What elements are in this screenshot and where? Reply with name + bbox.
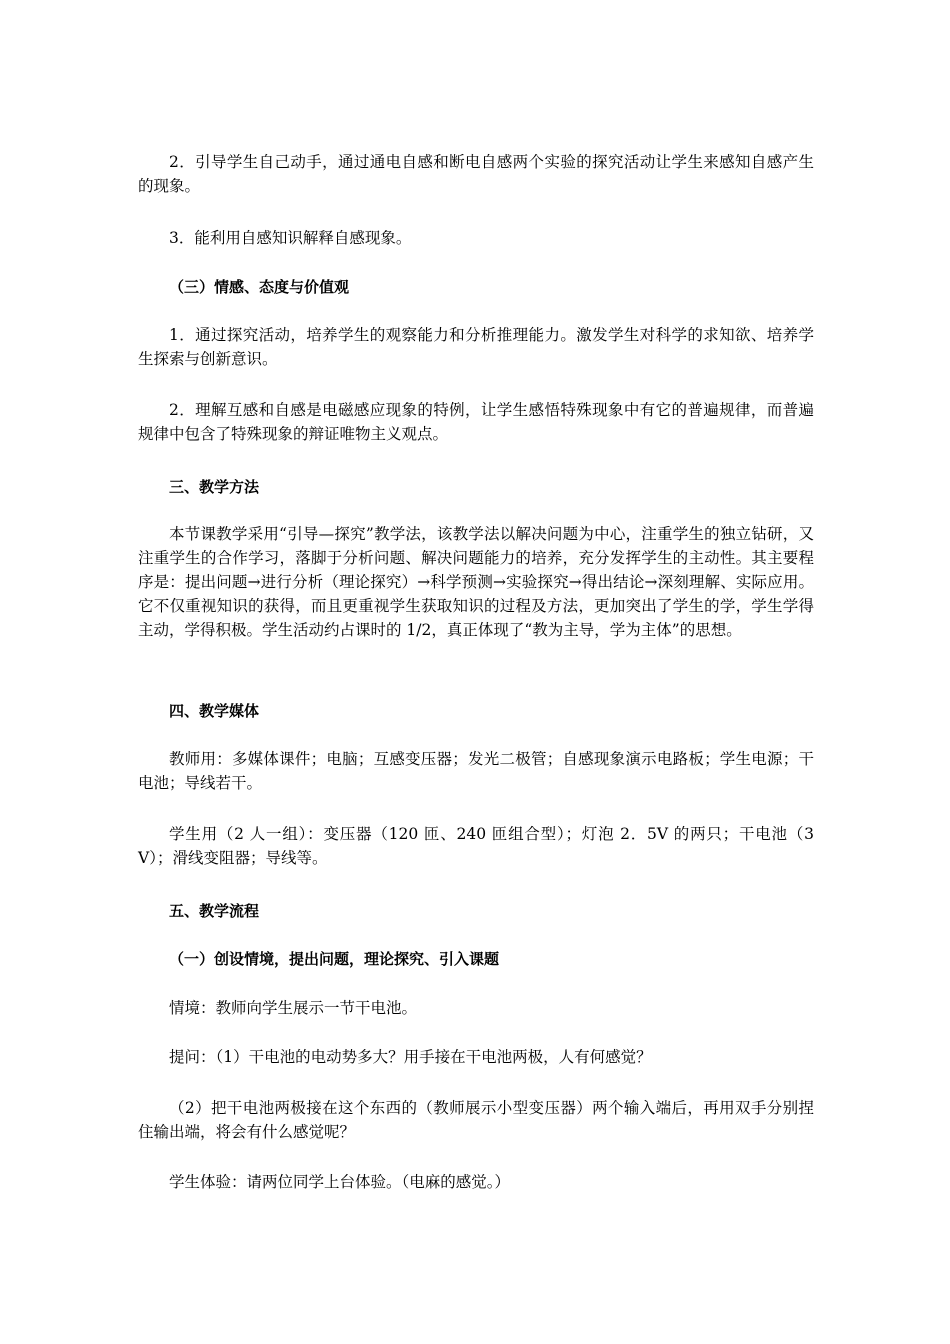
values-2-paragraph: 2．理解互感和自感是电磁感应现象的特例，让学生感悟特殊现象中有它的普遍规律，而普遍规律中包含了特殊现象的辩证唯物主义观点。 [138,401,814,443]
section-heading-teaching-method: 三、教学方法 [169,478,260,496]
section-heading-teaching-media: 四、教学媒体 [169,702,260,720]
student-media-paragraph: 学生用（2 人一组）：变压器（120 匝、240 匝组合型）；灯泡 2．5V 的两只；干电池（3V）；滑线变阻器；导线等。 [138,825,814,867]
values-1-paragraph: 1．通过探究活动，培养学生的观察能力和分析推理能力。激发学生对科学的求知欲、培养学生探索与创新意识。 [138,326,814,368]
student-experience-paragraph: 学生体验：请两位同学上台体验。（电麻的感觉。） [169,1173,511,1191]
objective-2-paragraph: 2．引导学生自己动手，通过通电自感和断电自感两个实验的探究活动让学生来感知自感产生的现象。 [138,153,814,195]
teaching-method-paragraph: 本节课教学采用“引导—探究”教学法，该教学法以解决问题为中心，注重学生的独立钻研，又注重学生的合作学习，落脚于分析问题、解决问题能力的培养，充分发挥学生的主动性。其主要程序是：提出问题→进行分析（理论探究）→科学预测→实验探究→得出结论→深刻理解、实际应用。它不仅重视知识的获得，而且更重视学生获取知识的过程及方法，更加突出了学生的学，学生学得主动，学得积极。学生活动约占课时的 1/2，真正体现了“教为主导，学为主体”的思想。 [138,525,814,639]
situation-paragraph: 情境：教师向学生展示一节干电池。 [169,999,418,1017]
section-heading-emotion-attitude-values: （三）情感、态度与价值观 [169,278,350,296]
teacher-media-paragraph: 教师用：多媒体课件；电脑；互感变压器；发光二极管；自感现象演示电路板；学生电源；干电池；导线若干。 [138,750,814,792]
question-2-paragraph: （2）把干电池两极接在这个东西的（教师展示小型变压器）两个输入端后，再用双手分别捏住输出端，将会有什么感觉呢？ [138,1099,814,1141]
section-heading-teaching-process: 五、教学流程 [169,902,260,920]
objective-3-paragraph: 3．能利用自感知识解释自感现象。 [169,229,412,247]
subsection-heading-create-situation: （一）创设情境，提出问题，理论探究、引入课题 [169,950,500,968]
question-1-paragraph: 提问：（1）干电池的电动势多大？用手接在干电池两极，人有何感觉？ [169,1048,652,1066]
